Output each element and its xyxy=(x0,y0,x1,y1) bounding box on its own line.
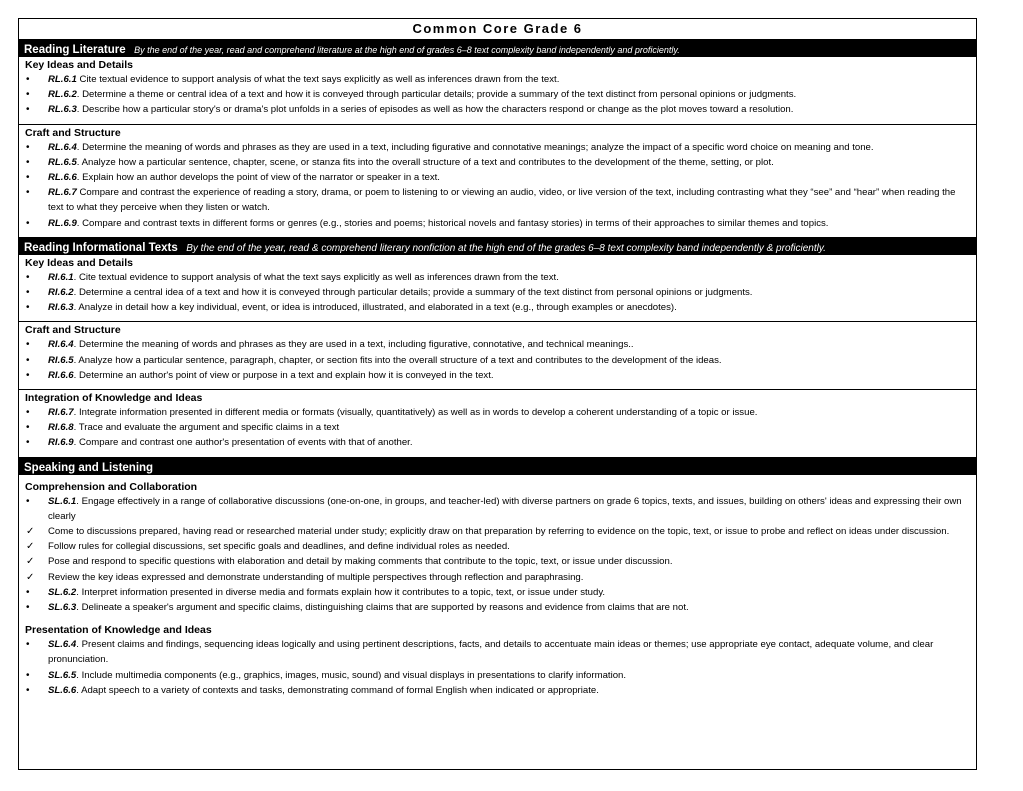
standard-code: RI.6.1 xyxy=(48,271,74,283)
standard-code: RI.6.4 xyxy=(48,339,74,351)
section-heading: Key Ideas and Details xyxy=(25,256,133,269)
standard-item xyxy=(25,300,971,315)
reading-literature-bar xyxy=(19,40,976,57)
standard-text: . Determine a theme or central idea of a text and how it is conveyed through particular details; provide a summary of the text distinct from personal opinions or judgments. xyxy=(76,89,797,101)
standard-text: . Delineate a speaker's argument and specific claims, distinguishing claims that are supported by reasons and evidence from claims that are not. xyxy=(76,602,689,614)
standard-code: RL.6.5 xyxy=(48,156,77,168)
bullet-icon: • xyxy=(26,89,30,101)
bullet-icon: • xyxy=(26,141,30,153)
section-heading: Presentation of Knowledge and Ideas xyxy=(25,624,212,637)
standard-item xyxy=(25,600,971,615)
standards-list xyxy=(25,494,971,616)
reading-informational-description: By the end of the year, read & comprehend literary nonfiction at the high end of the grades 6–8 text complexity band independently & proficiently. xyxy=(186,242,826,254)
standard-text: . Analyze how a particular sentence, chapter, scene, or stanza fits into the overall structure of a text and contributes to the development of the theme, setting, or plot. xyxy=(76,156,774,168)
standard-text: . Interpret information presented in diverse media and formats explain how it contributes to a topic, text, or issue under study. xyxy=(76,586,606,598)
standard-item xyxy=(25,585,971,600)
standard-item xyxy=(25,539,971,554)
standard-text: . Integrate information presented in different media or formats (visually, quantitatively) as well as in words to develop a coherent understanding of a topic or issue. xyxy=(73,407,758,419)
standard-code: RL.6.3 xyxy=(48,104,77,116)
standard-item xyxy=(25,102,971,117)
bullet-icon: • xyxy=(26,684,30,696)
standard-text: . Explain how an author develops the point of view of the narrator or speaker in a text. xyxy=(76,172,440,184)
standard-item xyxy=(25,285,971,300)
standard-text: . Determine the meaning of words and phrases as they are used in a text, including figurative and connotative meanings; analyze the impact of a specific word choice on meaning and tone. xyxy=(76,141,874,153)
standard-code: SL.6.5 xyxy=(48,669,77,681)
standard-item xyxy=(25,216,971,231)
bullet-icon: • xyxy=(26,602,30,614)
section-heading: Craft and Structure xyxy=(25,126,121,139)
ri-integration-section xyxy=(19,390,976,458)
standard-text: . Include multimedia components (e.g., graphics, images, music, sound) and visual displays in presentations to clarify information. xyxy=(76,669,627,681)
standards-document xyxy=(18,18,977,770)
bullet-icon: • xyxy=(26,302,30,314)
standards-list xyxy=(25,140,971,231)
bullet-icon: • xyxy=(26,495,30,507)
bullet-icon: • xyxy=(26,74,30,85)
standard-item xyxy=(25,185,971,215)
standard-item xyxy=(25,435,971,450)
rl-key-ideas-section xyxy=(19,57,976,125)
standard-code: RI.6.8 xyxy=(48,422,74,434)
standard-text: Review the key ideas expressed and demonstrate understanding of multiple perspectives through reflection and paraphrasing. xyxy=(48,571,584,583)
checkmark-icon: ✓ xyxy=(26,541,35,553)
standard-code: RI.6.2 xyxy=(48,287,74,299)
bullet-icon: • xyxy=(26,217,30,229)
rl-craft-structure-section xyxy=(19,125,976,238)
standard-code: SL.6.4 xyxy=(48,639,77,651)
bullet-icon: • xyxy=(26,422,30,434)
bullet-icon: • xyxy=(26,354,30,366)
bullet-icon: • xyxy=(26,172,30,184)
standard-item xyxy=(25,170,971,185)
standard-code: SL.6.6 xyxy=(48,684,77,696)
standard-text: . Determine an author's point of view or purpose in a text and explain how it is conveyed in the text. xyxy=(73,369,494,381)
standard-code: RL.6.9 xyxy=(48,217,77,229)
section-heading: Craft and Structure xyxy=(25,324,121,337)
standard-text: Cite textual evidence to support analysis of what the text says explicitly as well as inferences drawn from the text. xyxy=(76,74,560,85)
standard-code: SL.6.3 xyxy=(48,602,77,614)
standard-code: RI.6.3 xyxy=(48,302,74,314)
standard-item xyxy=(25,87,971,102)
reading-literature-title: Reading Literature xyxy=(24,44,126,56)
standard-text: . Determine a central idea of a text and how it is conveyed through particular details; provide a summary of the text distinct from personal opinions or judgments. xyxy=(73,287,753,299)
speaking-listening-section xyxy=(19,475,976,704)
standard-code: RI.6.9 xyxy=(48,437,74,449)
bullet-icon: • xyxy=(26,407,30,419)
standard-text: . Analyze in detail how a key individual, event, or idea is introduced, illustrated, and elaborated in a text (e.g., through examples or anecdotes). xyxy=(73,302,677,314)
speaking-listening-title: Speaking and Listening xyxy=(24,461,154,474)
bullet-icon: • xyxy=(26,437,30,449)
reading-informational-title: Reading Informational Texts xyxy=(24,241,178,254)
bullet-icon: • xyxy=(26,669,30,681)
standard-item xyxy=(25,72,971,87)
standard-text: . Adapt speech to a variety of contexts and tasks, demonstrating command of formal English when indicated or appropriate. xyxy=(76,684,599,696)
standard-text: . Describe how a particular story's or drama's plot unfolds in a series of episodes as well as how the characters respond or change as the plot moves toward a resolution. xyxy=(76,104,794,116)
bullet-icon: • xyxy=(26,339,30,351)
section-heading: Key Ideas and Details xyxy=(25,59,133,71)
standard-text: . Analyze how a particular sentence, paragraph, chapter, or section fits into the overall structure of a text and contributes to the development of the ideas. xyxy=(73,354,722,366)
ri-craft-structure-section xyxy=(19,322,976,390)
reading-informational-bar xyxy=(19,238,976,255)
standard-item xyxy=(25,524,971,539)
standard-text: Pose and respond to specific questions with elaboration and detail by making comments that contribute to the topic, text, or issue under discussion. xyxy=(48,556,673,568)
standard-text: Compare and contrast the experience of reading a story, drama, or poem to listening to or viewing an audio, video, or live version of the text, including contrasting what they “see” and “hear” when reading the text to what they perceive when they listen or watch. xyxy=(48,187,956,214)
standard-code: RL.6.2 xyxy=(48,89,77,101)
standard-code: RL.6.6 xyxy=(48,172,77,184)
standard-item xyxy=(25,494,971,524)
standard-code: RL.6.7 xyxy=(48,187,77,199)
standard-item xyxy=(25,570,971,585)
standard-text: . Cite textual evidence to support analysis of what the text says explicitly as well as inferences drawn from the text. xyxy=(73,271,559,283)
standards-list xyxy=(25,405,971,451)
bullet-icon: • xyxy=(26,586,30,598)
standard-code: RL.6.1 xyxy=(48,74,77,85)
standard-code: RI.6.7 xyxy=(48,407,74,419)
standard-text: . Engage effectively in a range of collaborative discussions (one-on-one, in groups, and teacher-led) with diverse partners on grade 6 topics, texts, and issues, building on others' ideas and expressing their own clearly xyxy=(48,495,962,522)
reading-literature-description: By the end of the year, read and comprehend literature at the high end of grades 6–8 text complexity band independently and proficiently. xyxy=(134,45,680,55)
bullet-icon: • xyxy=(26,156,30,168)
standard-code: SL.6.1 xyxy=(48,495,77,507)
page-title: Common Core Grade 6 xyxy=(19,19,976,40)
bullet-icon: • xyxy=(26,639,30,651)
standards-list xyxy=(25,270,971,316)
standard-code: SL.6.2 xyxy=(48,586,77,598)
standard-item xyxy=(25,140,971,155)
checkmark-icon: ✓ xyxy=(26,556,35,568)
standard-item xyxy=(25,668,971,683)
bullet-icon: • xyxy=(26,287,30,299)
bullet-icon: • xyxy=(26,271,30,283)
bullet-icon: • xyxy=(26,369,30,381)
standard-text: . Trace and evaluate the argument and specific claims in a text xyxy=(73,422,340,434)
standard-text: . Compare and contrast texts in different forms or genres (e.g., stories and poems; historical novels and fantasy stories) in terms of their approaches to similar themes and topics. xyxy=(76,217,829,229)
checkmark-icon: ✓ xyxy=(26,571,35,583)
checkmark-icon: ✓ xyxy=(26,526,35,538)
standard-item xyxy=(25,420,971,435)
standard-item xyxy=(25,337,971,352)
standard-code: RI.6.5 xyxy=(48,354,74,366)
standard-item xyxy=(25,155,971,170)
standard-item xyxy=(25,637,971,667)
standard-item xyxy=(25,683,971,698)
speaking-listening-bar xyxy=(19,458,976,475)
standard-item xyxy=(25,554,971,569)
standard-text: . Determine the meaning of words and phrases as they are used in a text, including figurative, connotative, and technical meanings.. xyxy=(73,339,634,351)
standard-item xyxy=(25,405,971,420)
ri-key-ideas-section xyxy=(19,255,976,323)
standards-list xyxy=(25,637,971,698)
standard-text: . Present claims and findings, sequencing ideas logically and using pertinent descriptions, facts, and details to accentuate main ideas or themes; use appropriate eye contact, adequate volume, and clear pronunciation. xyxy=(48,639,934,666)
standard-code: RI.6.6 xyxy=(48,369,74,381)
bullet-icon: • xyxy=(26,104,30,116)
standard-item xyxy=(25,368,971,383)
section-heading: Comprehension and Collaboration xyxy=(25,480,198,493)
standard-item xyxy=(25,353,971,368)
standard-text: Come to discussions prepared, having read or researched material under study; explicitly draw on that preparation by referring to evidence on the topic, text, or issue to probe and reflect on ideas under discussion. xyxy=(48,526,950,538)
section-heading: Integration of Knowledge and Ideas xyxy=(25,392,203,405)
bullet-icon: • xyxy=(26,187,30,199)
standards-list xyxy=(25,337,971,383)
standard-code: RL.6.4 xyxy=(48,141,77,153)
standard-text: Follow rules for collegial discussions, set specific goals and deadlines, and define individual roles as needed. xyxy=(48,541,510,553)
standard-text: . Compare and contrast one author's presentation of events with that of another. xyxy=(73,437,413,449)
standards-list xyxy=(25,72,971,118)
standard-item xyxy=(25,270,971,285)
